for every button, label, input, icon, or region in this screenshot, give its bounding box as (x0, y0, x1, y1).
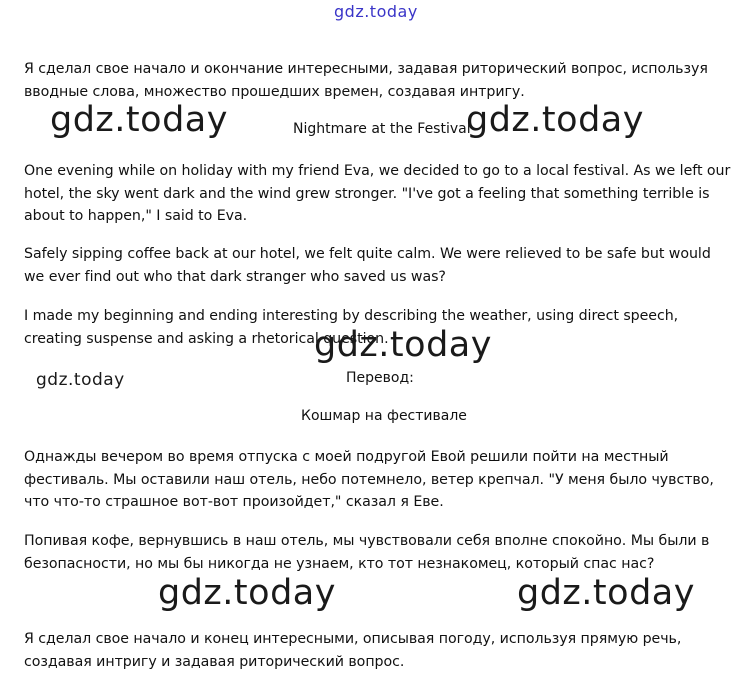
watermark-left: gdz.today (50, 100, 228, 140)
story-paragraph-en-1: One evening while on holiday with my friend Eva, we decided to go to a local festival. As we left our hotel, the sky went dark and the wind grew stronger. "I've got a feeling that something terrible is about to happen," I said to Eva. (24, 163, 731, 224)
story-paragraph-ru-1: Однажды вечером во время отпуска с моей подругой Евой решили пойти на местный фестиваль. Мы оставили наш отель, небо потемнело, ветер крепчал. "У меня было чувство, что что-то страшное вот-вот произойдет," сказал я Еве. (24, 449, 714, 510)
watermark-bottom-left: gdz.today (158, 573, 336, 613)
watermark-right: gdz.today (466, 100, 644, 140)
story-title-en: Nightmare at the Festival (293, 121, 471, 137)
translation-label: Перевод: (346, 370, 414, 386)
watermark-top: gdz.today (334, 2, 418, 21)
watermark-small: gdz.today (36, 370, 125, 390)
story-paragraph-ru-2: Попивая кофе, вернувшись в наш отель, мы чувствовали себя вполне спокойно. Мы были в безопасности, но мы бы никогда не узнаем, кто тот незнакомец, который спас нас? (24, 533, 710, 572)
watermark-middle: gdz.today (314, 325, 492, 365)
watermark-bottom-right: gdz.today (517, 573, 695, 613)
intro-paragraph-ru: Я сделал свое начало и окончание интересными, задавая риторический вопрос, используя вводные слова, множество прошедших времен, создавая интригу. (24, 61, 708, 100)
explanation-paragraph-ru: Я сделал свое начало и конец интересными, описывая погоду, используя прямую речь, создавая интригу и задавая риторический вопрос. (24, 631, 682, 670)
story-title-ru: Кошмар на фестивале (301, 408, 467, 424)
explanation-paragraph-en: I made my beginning and ending interesting by describing the weather, using direct speech, creating suspense and asking a rhetorical question. (24, 308, 679, 347)
story-paragraph-en-2: Safely sipping coffee back at our hotel, we felt quite calm. We were relieved to be safe but would we ever find out who that dark stranger who saved us was? (24, 246, 711, 285)
